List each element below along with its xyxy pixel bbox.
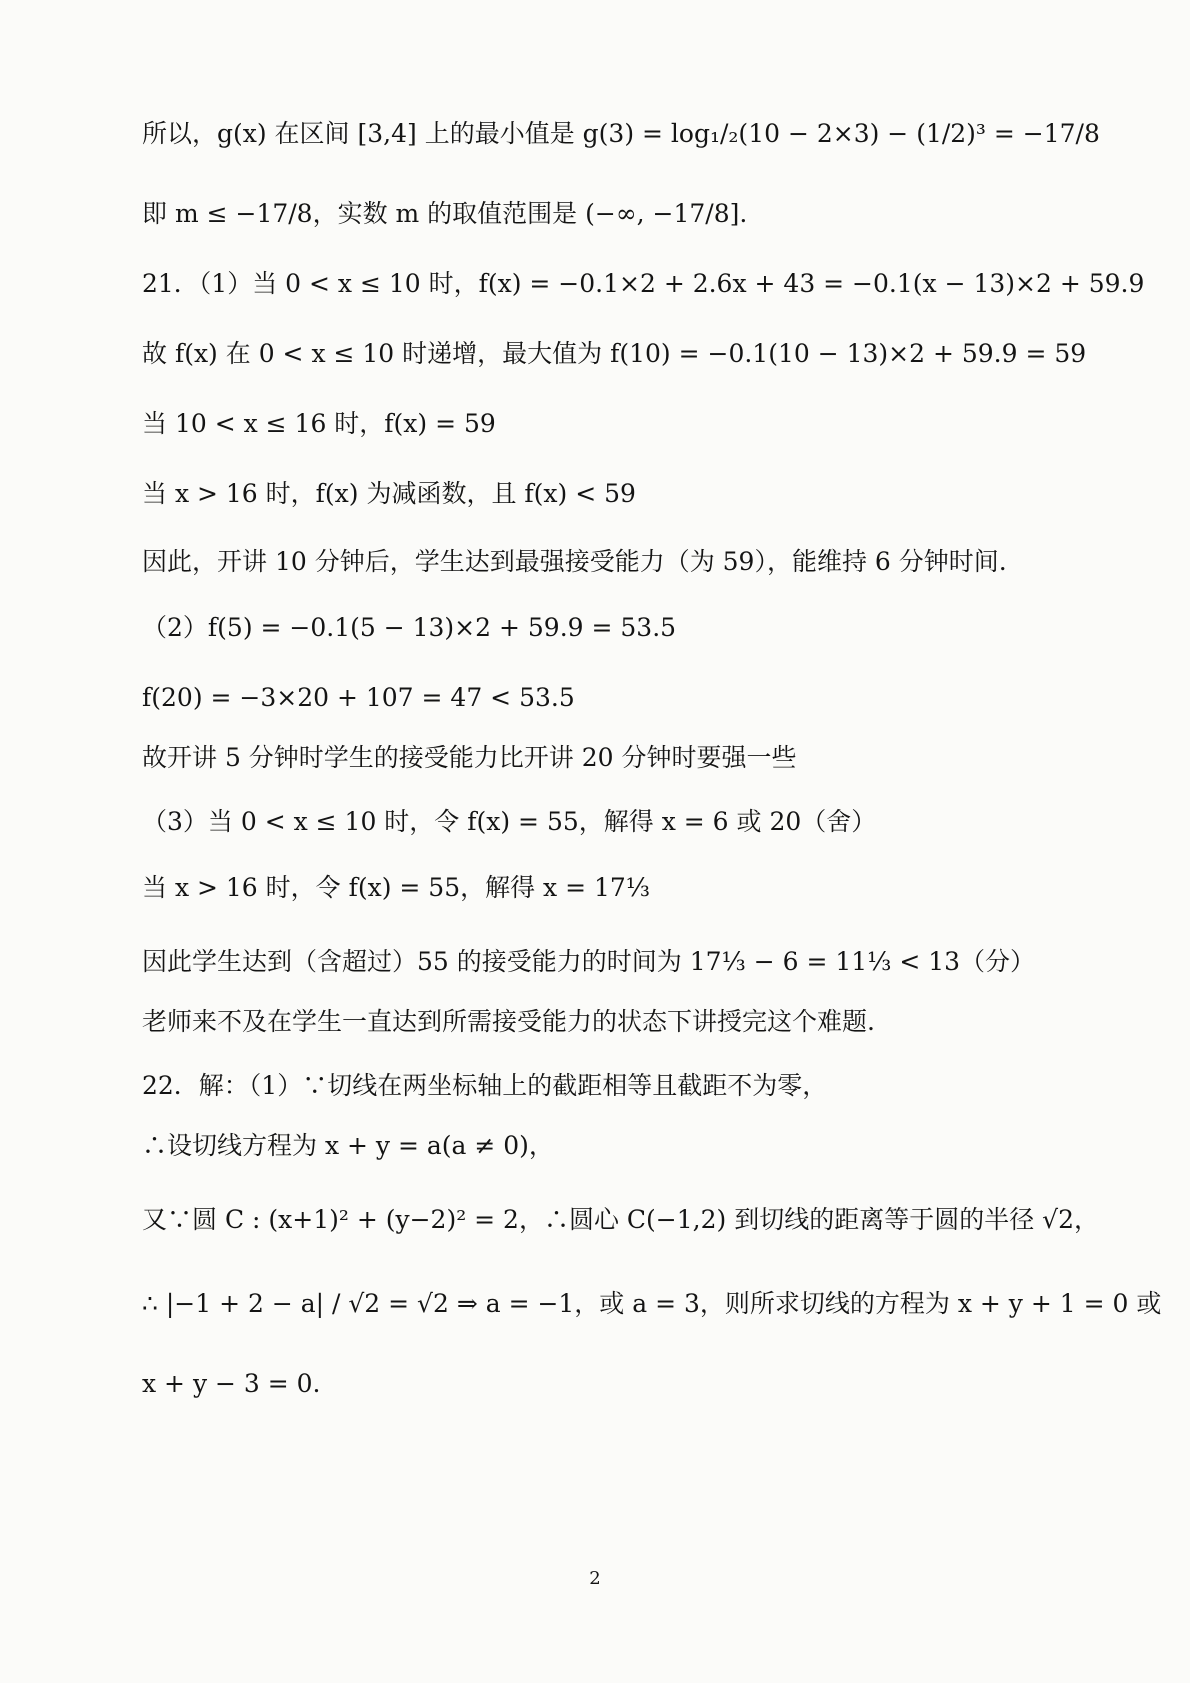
solution-line: f(20) = −3×20 + 107 = 47 < 53.5 (142, 683, 575, 712)
solution-line: 当 x > 16 时，令 f(x) = 55，解得 x = 17⅓ (142, 873, 651, 902)
solution-line: x + y − 3 = 0. (142, 1369, 321, 1398)
solution-line: 所以，g(x) 在区间 [3,4] 上的最小值是 g(3) = log₁/₂(10 − 2×3) − (1/2)³ = −17/8 (142, 119, 1100, 148)
solution-line: 22．解：（1）∵切线在两坐标轴上的截距相等且截距不为零， (142, 1071, 828, 1100)
solution-line: 当 x > 16 时，f(x) 为减函数，且 f(x) < 59 (142, 479, 636, 508)
solution-line: 故 f(x) 在 0 < x ≤ 10 时递增，最大值为 f(10) = −0.1(10 − 13)×2 + 59.9 = 59 (142, 339, 1087, 368)
solution-line: ∴ |−1 + 2 − a| / √2 = √2 ⇒ a = −1，或 a = 3，则所求切线的方程为 x + y + 1 = 0 或 (142, 1289, 1162, 1318)
solution-line: 因此，开讲 10 分钟后，学生达到最强接受能力（为 59），能维持 6 分钟时间. (142, 547, 1007, 576)
solution-line: 21．（1）当 0 < x ≤ 10 时，f(x) = −0.1×2 + 2.6x + 43 = −0.1(x − 13)×2 + 59.9 (142, 269, 1145, 298)
solution-line: （2）f(5) = −0.1(5 − 13)×2 + 59.9 = 53.5 (142, 613, 677, 642)
solution-line: 又∵圆 C : (x+1)² + (y−2)² = 2，∴圆心 C(−1,2) 到切线的距离等于圆的半径 √2， (142, 1205, 1099, 1234)
solution-line: （3）当 0 < x ≤ 10 时，令 f(x) = 55，解得 x = 6 或 20（舍） (142, 807, 877, 836)
page-number: 2 (589, 1568, 601, 1589)
solution-line: ∴设切线方程为 x + y = a(a ≠ 0)， (142, 1131, 554, 1160)
solution-line: 即 m ≤ −17/8，实数 m 的取值范围是 (−∞, −17/8]. (142, 199, 748, 228)
solution-line: 老师来不及在学生一直达到所需接受能力的状态下讲授完这个难题. (142, 1007, 875, 1036)
solution-line: 当 10 < x ≤ 16 时，f(x) = 59 (142, 409, 496, 438)
solution-line: 故开讲 5 分钟时学生的接受能力比开讲 20 分钟时要强一些 (142, 743, 797, 772)
solution-line: 因此学生达到（含超过）55 的接受能力的时间为 17⅓ − 6 = 11⅓ < 13（分） (142, 947, 1036, 976)
